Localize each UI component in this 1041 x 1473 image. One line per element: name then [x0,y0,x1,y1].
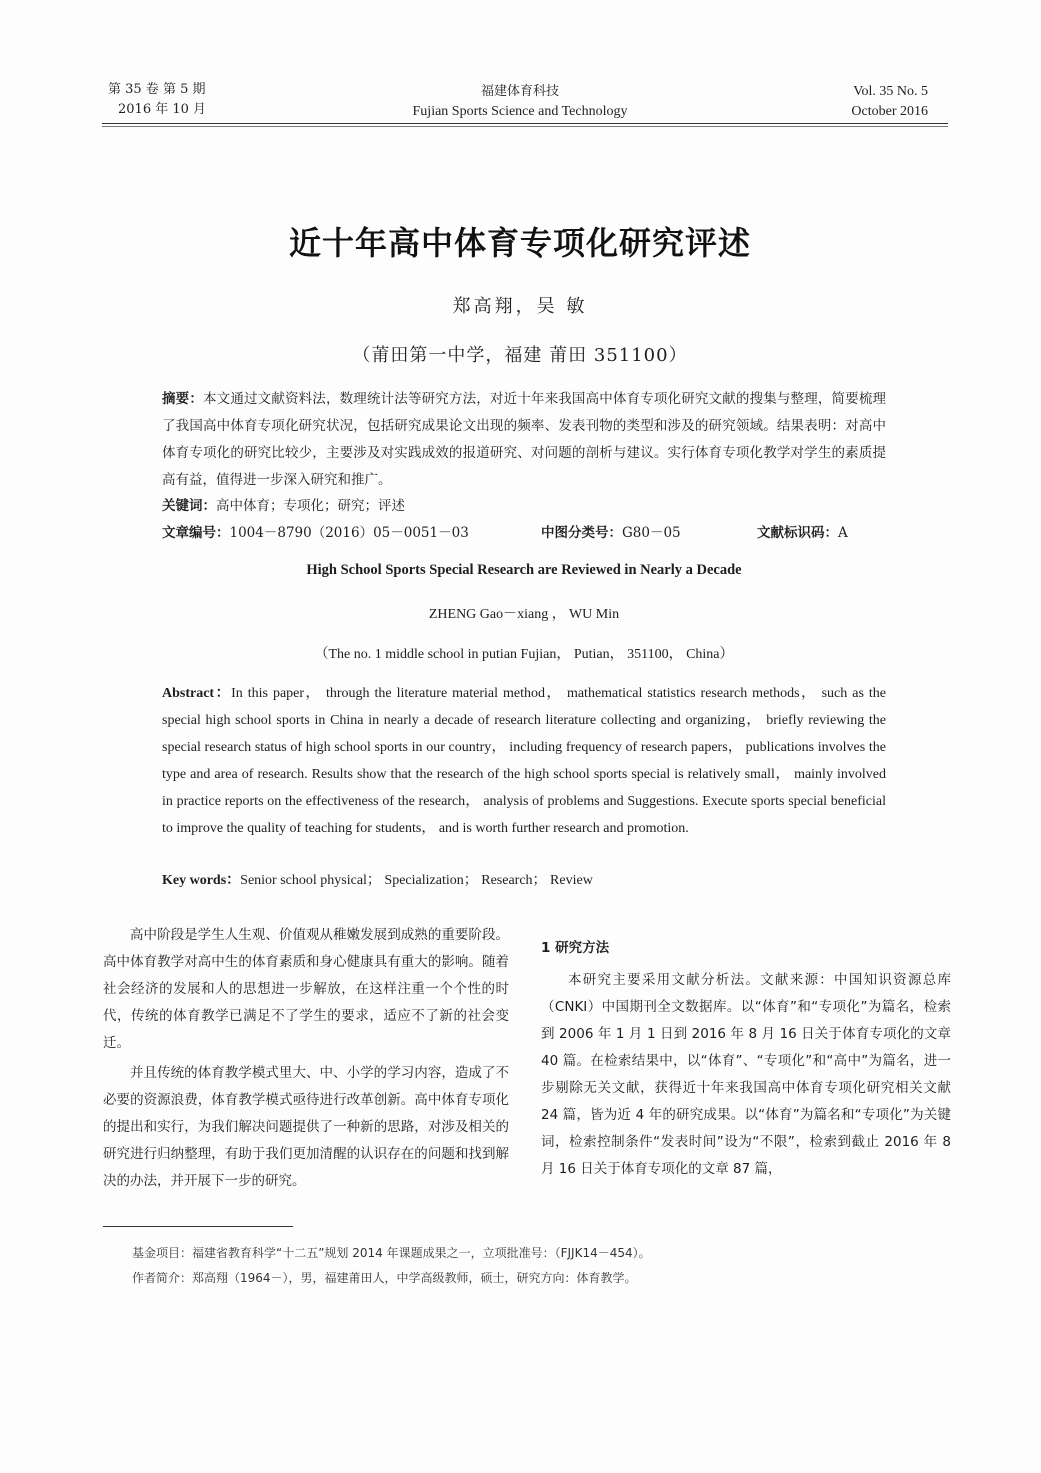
header-issue-en [820,82,928,122]
affiliation-cn: （莆田第一中学，福建 莆田 351100） [352,345,688,366]
footnote-author: 作者简介：郑高翔（1964－），男，福建莆田人，中学高级教师，硕士，研究方向：体育教学。 [132,1271,637,1285]
journal-name-cn: 福建体育科技 [480,84,559,99]
date-cn: 2016 年 10 月 [118,102,207,117]
header-issue-cn [108,80,206,120]
volume-issue-en: Vol. 35 No. 5 [853,84,928,99]
section-heading: 1 研究方法 [541,940,610,956]
clc-label: 中图分类号： [541,525,622,541]
body-paragraph: 本研究主要采用文献分析法。文献来源：中国知识资源总库（CNKI）中国期刊全文数据库。以“体育”和“专项化”为篇名，检索到 2006 年 1 月 1 日到 2016 年 8 月 16 日关于体育专项化的文章 40 篇。在检索结果中，以“体育”、“专项化”和“高中”为篇名，进一步剔除无关文献，获得近十年来我国高中体育专项化研究相关文献 24 篇，皆为近 4 年的研究成果。以“体育”为篇名和“专项化”为关键词，检索控制条件“发表时间”设为“不限”，检索到截止 2016 年 8 月 16 日关于体育专项化的文章 87 篇， [541,972,951,1177]
abstract-cn-text: 本文通过文献资料法，数理统计法等研究方法，对近十年来我国高中体育专项化研究文献的搜集与整理，简要梳理了我国高中体育专项化研究状况，包括研究成果论文出现的频率、发表刊物的类型和涉及的研究领域。结果表明：对高中体育专项化的研究比较少，主要涉及对实践成效的报道研究、对问题的剖析与建议。实行体育专项化教学对学生的素质提高有益，值得进一步深入研究和推广。 [162,391,887,488]
article-number-value: 1004－8790（2016）05－0051－03 [229,525,469,541]
authors-cn: 郑高翔，吴 敏 [452,296,588,317]
authors-en: ZHENG Gao－xiang ， WU Min [428,607,620,622]
body-left-column [103,922,509,1195]
affiliation-en: （The no. 1 middle school in putian Fujian， Putian， 351100， China） [314,647,734,662]
document-code-value: A [838,525,848,541]
keywords-en [162,869,886,893]
journal-name-en: Fujian Sports Science and Technology [412,104,628,119]
footnote-fund: 基金项目：福建省教育科学“十二五”规划 2014 年课题成果之一，立项批准号：（FJJK14－454）。 [132,1246,651,1260]
article-number [162,521,469,545]
volume-issue-cn: 第 35 卷 第 5 期 [108,82,206,97]
keywords-cn-label: 关键词： [162,498,216,514]
clc-value: G80－05 [622,525,681,541]
body-right-column [541,967,951,1183]
abstract-en [162,680,886,842]
keywords-en-text: Senior school physical； Specialization； Research； Review [240,873,593,888]
document-code-label: 文献标识码： [757,525,838,541]
body-paragraph: 并且传统的体育教学模式里大、中、小学的学习内容，造成了不必要的资源浪费，体育教学模式亟待进行改革创新。高中体育专项化的提出和实行，为我们解决问题提供了一种新的思路，对涉及相关的研究进行归纳整理，有助于我们更加清醒的认识存在的问题和找到解决的办法，并开展下一步的研究。 [103,1065,509,1189]
footnote-rule [103,1226,293,1227]
abstract-en-label: Abstract： [162,686,232,701]
header-journal [380,82,660,122]
clc-number [541,521,681,545]
paper-title: 近十年高中体育专项化研究评述 [288,224,751,262]
header-rule-thin [102,126,948,127]
article-number-label: 文章编号： [162,525,230,541]
body-paragraph: 高中阶段是学生人生观、价值观从稚嫩发展到成熟的重要阶段。高中体育教学对高中生的体育素质和身心健康具有重大的影响。随着社会经济的发展和人的思想进一步解放，在这样注重一个个性的时代，传统的体育教学已满足不了学生的要求，适应不了新的社会变迁。 [103,927,509,1051]
keywords-en-label: Key words： [162,873,241,888]
keywords-cn [162,494,886,518]
abstract-cn-label: 摘要： [162,391,203,407]
date-en: October 2016 [851,104,928,119]
abstract-en-text: In this paper， through the literature material method， mathematical statistics research methods， such as the special high school sports in China in nearly a decade of research literature collecting and organizing， briefly reviewing the special research status of high school sports in our country， including frequency of research papers， publications involves the type and area of research. Results show that the research of the high school sports special is relatively small， mainly involved in practice reports on the effectiveness of the research， analysis of problems and Suggestions. Execute sports special beneficial to improve the quality of teaching for students， and is worth further research and promotion. [162,686,886,836]
document-code [757,521,848,545]
header-rule [102,123,948,124]
keywords-cn-text: 高中体育；专项化；研究；评述 [216,498,405,514]
abstract-cn [162,386,886,494]
paper-title-en: High School Sports Special Research are Reviewed in Nearly a Decade [306,562,742,578]
